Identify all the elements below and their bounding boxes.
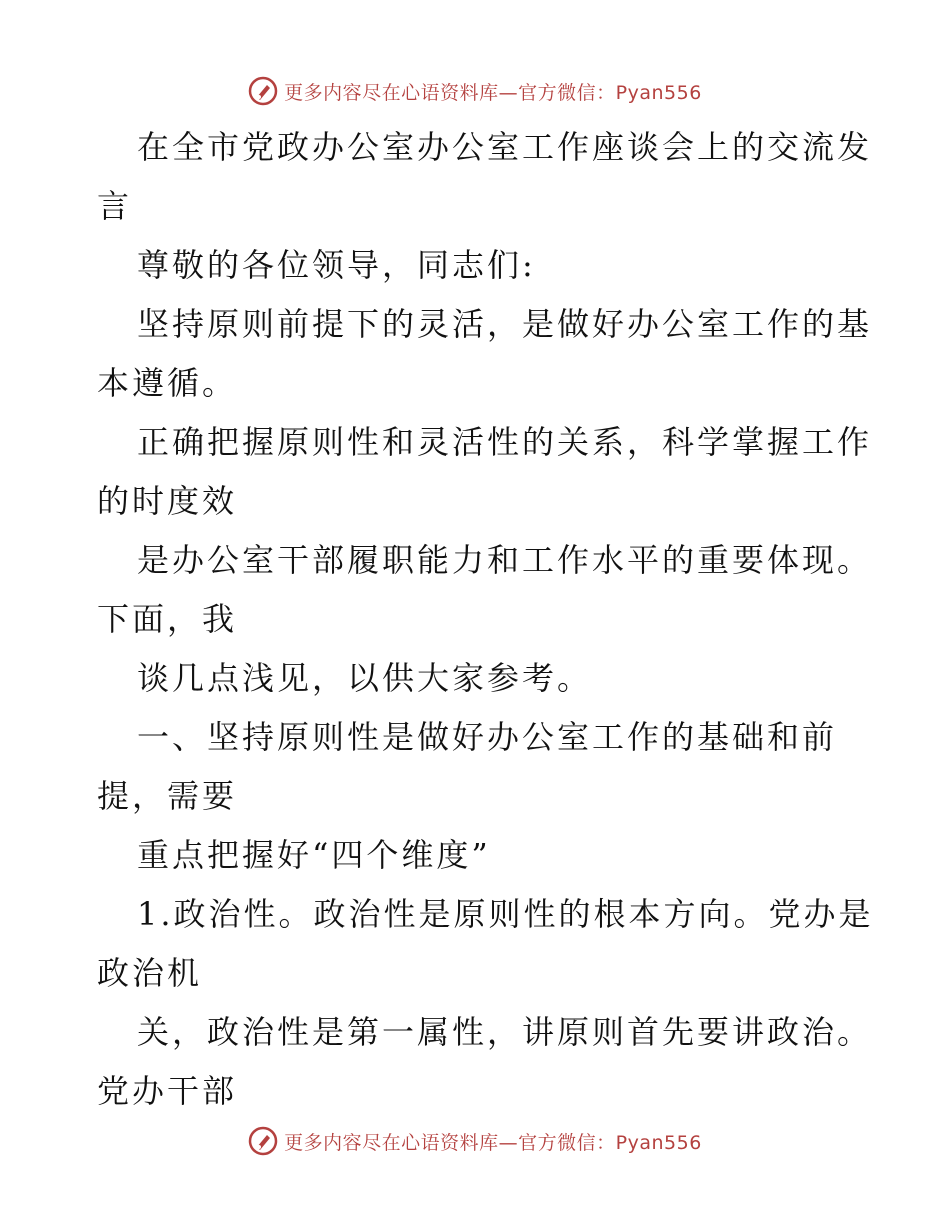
- header-watermark: [0, 71, 950, 111]
- text-line: 一、坚持原则性是做好办公室工作的基础和前: [137, 718, 838, 756]
- text-line: 尊敬的各位领导，同志们:: [137, 246, 536, 284]
- header-watermark-text: 更多内容尽在心语资料库—官方微信：Pyan556: [284, 81, 702, 104]
- text-line: 正确把握原则性和灵活性的关系，科学掌握工作: [137, 423, 873, 461]
- text-line: 下面，我: [97, 600, 238, 638]
- text-line: 言: [97, 187, 133, 225]
- text-line: 坚持原则前提下的灵活，是做好办公室工作的基: [137, 305, 873, 343]
- text-line: 谈几点浅见，以供大家参考。: [137, 659, 593, 697]
- text-line: 重点把握好“四个维度”: [137, 836, 491, 874]
- text-line: 本遵循。: [97, 364, 238, 402]
- text-line: 是办公室干部履职能力和工作水平的重要体现。: [137, 541, 873, 579]
- document-body: [97, 118, 874, 1121]
- footer-watermark-text: 更多内容尽在心语资料库—官方微信：Pyan556: [284, 1131, 702, 1154]
- footer-watermark: [0, 1121, 950, 1161]
- text-line: 政治机: [97, 954, 203, 992]
- text-line: 关，政治性是第一属性，讲原则首先要讲政治。: [137, 1013, 873, 1051]
- text-line: 提，需要: [97, 777, 238, 815]
- text-line: 的时度效: [97, 482, 238, 520]
- text-line: 在全市党政办公室办公室工作座谈会上的交流发: [137, 128, 873, 166]
- text-line: 党办干部: [97, 1072, 238, 1110]
- pen-logo-icon: [248, 1126, 278, 1156]
- pen-logo-icon: [248, 76, 278, 106]
- text-line: 1.政治性。政治性是原则性的根本方向。党办是: [137, 895, 874, 933]
